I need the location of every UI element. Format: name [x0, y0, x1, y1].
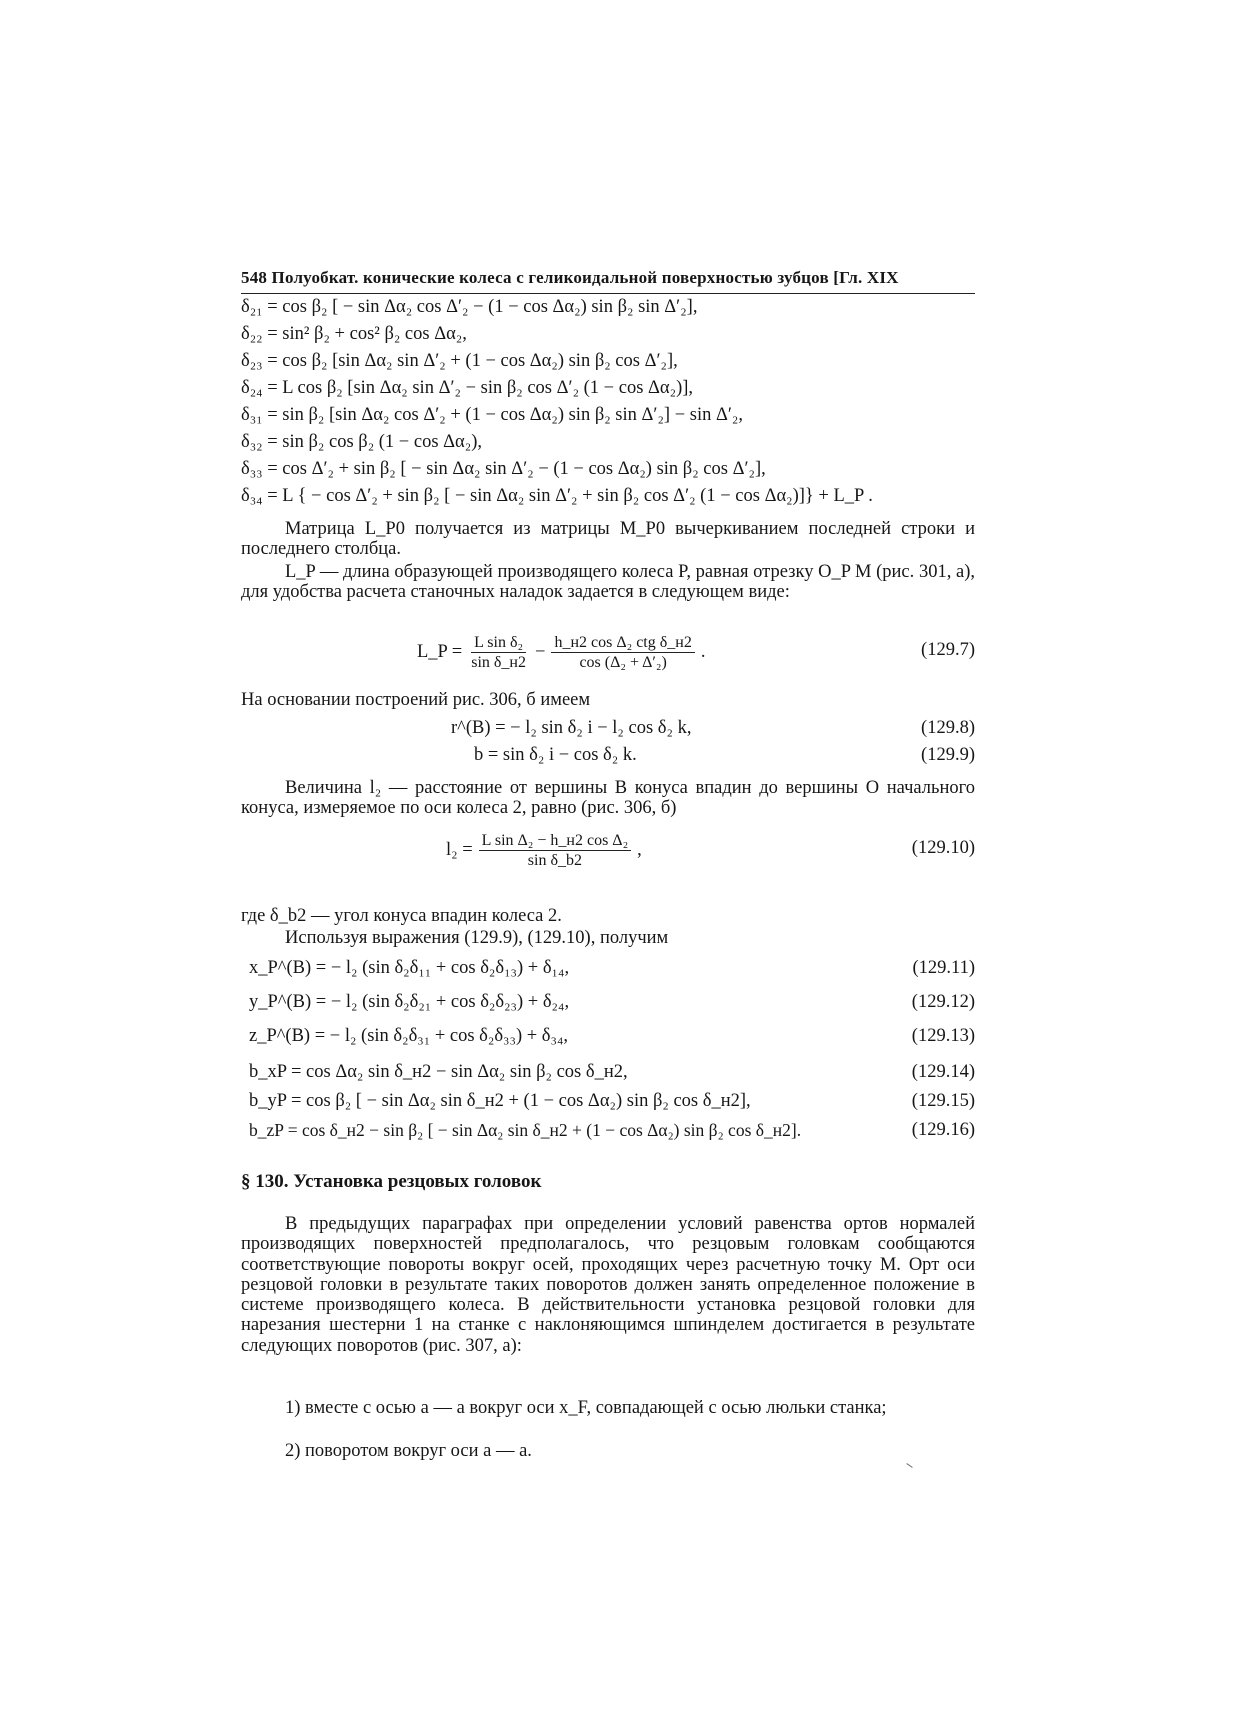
delta-34-equation: δ₃₄ = L { − cos Δ′₂ + sin β₂ [ − sin Δα₂ sin Δ′₂ + sin β₂ cos Δ′₂ (1 − cos Δα₂)]} + L_P . [241, 486, 873, 506]
equation-129-10-tail: , [637, 839, 642, 860]
equation-129-9-formula: b = sin δ₂ i − cos δ₂ k. [474, 745, 637, 765]
list-item-2: 2) поворотом вокруг оси а — а. [285, 1441, 532, 1461]
fraction-2 [551, 633, 694, 672]
fraction-2-denominator: cos (Δ₂ + Δ′₂) [579, 653, 667, 671]
equation-129-9-number: (129.9) [921, 745, 975, 765]
equation-129-13-number: (129.13) [911, 1026, 975, 1046]
fraction-1-denominator: sin δ_н2 [471, 653, 526, 671]
fraction-2-numerator: h_н2 cos Δ₂ ctg δ_н2 [551, 633, 694, 653]
delta-32-equation: δ₃₂ = sin β₂ cos β₂ (1 − cos Δα₂), [241, 432, 482, 452]
equation-129-10 [241, 828, 975, 872]
equation-129-8-formula: r^(B) = − l₂ sin δ₂ i − l₂ cos δ₂ k, [451, 718, 692, 738]
l2-fraction-denominator: sin δ_b2 [527, 851, 583, 869]
equation-129-16-number: (129.16) [911, 1120, 975, 1140]
section-title: § 130. Установка резцовых головок [241, 1171, 542, 1192]
l2-fraction-numerator: L sin Δ₂ − h_н2 cos Δ₂ [479, 831, 632, 851]
fraction-1 [468, 633, 529, 672]
delta-31-equation: δ₃₁ = sin β₂ [sin Δα₂ cos Δ′₂ + (1 − cos Δα₂) sin β₂ sin Δ′₂] − sin Δ′₂, [241, 405, 743, 425]
stray-ink-mark [906, 1463, 912, 1468]
fraction-1-numerator: L sin δ₂ [471, 633, 526, 653]
delta-22-equation: δ₂₂ = sin² β₂ + cos² β₂ cos Δα₂, [241, 324, 467, 344]
equation-129-14-number: (129.14) [911, 1062, 975, 1082]
list-item-1: 1) вместе с осью а — а вокруг оси x_F, совпадающей с осью люльки станка; [285, 1398, 887, 1418]
l2-paragraph: Величина l₂ — расстояние от вершины B конуса впадин до вершины O начального конуса, измеряемое по оси колеса 2, равно (рис. 306, б) [241, 778, 975, 819]
matrix-paragraph: Матрица L_P0 получается из матрицы M_P0 вычеркиванием последней строки и последнего столбца. [241, 519, 975, 560]
equation-129-12-formula: y_P^(B) = − l₂ (sin δ₂δ₂₁ + cos δ₂δ₂₃) + δ₂₄, [249, 992, 570, 1012]
equation-129-16-formula: b_zP = cos δ_н2 − sin β₂ [ − sin Δα₂ sin δ_н2 + (1 − cos Δα₂) sin β₂ cos δ_н2]. [249, 1120, 802, 1140]
equation-129-14-formula: b_xP = cos Δα₂ sin δ_н2 − sin Δα₂ sin β₂ cos δ_н2, [249, 1062, 628, 1082]
lp-paragraph: L_P — длина образующей производящего колеса P, равная отрезку O_P M (рис. 301, а), для удобства расчета станочных наладок задается в следующем виде: [241, 562, 975, 603]
equation-129-12-number: (129.12) [911, 992, 975, 1012]
delta-21-equation: δ₂₁ = cos β₂ [ − sin Δα₂ cos Δ′₂ − (1 − cos Δα₂) sin β₂ sin Δ′₂], [241, 297, 698, 317]
equation-129-15-number: (129.15) [911, 1091, 975, 1111]
using-text: Используя выражения (129.9), (129.10), получим [285, 928, 669, 948]
equation-129-10-number: (129.10) [911, 838, 975, 858]
basis-text: На основании построений рис. 306, б имеем [241, 690, 591, 710]
delta-23-equation: δ₂₃ = cos β₂ [sin Δα₂ sin Δ′₂ + (1 − cos Δα₂) sin β₂ cos Δ′₂], [241, 351, 678, 371]
equation-129-8-number: (129.8) [921, 718, 975, 738]
equation-129-7 [241, 630, 975, 674]
delta-33-equation: δ₃₃ = cos Δ′₂ + sin β₂ [ − sin Δα₂ sin Δ′₂ − (1 − cos Δα₂) sin β₂ cos Δ′₂], [241, 459, 766, 479]
where-text: где δ_b2 — угол конуса впадин колеса 2. [241, 906, 562, 926]
section-paragraph: В предыдущих параграфах при определении условий равенства ортов нормалей производящих поверхностей предполагалось, что резцовым головкам сообщаются соответствующие повороты вокруг осей, проходящих через расчетную точку M. Орт оси резцовой головки в результате таких поворотов должен занять определенное положение в системе производящего колеса. В действительности установка резцовой головки для нарезания шестерни 1 на станке с наклоняющимся шпинделем достигается в результате следующих поворотов (рис. 307, а): [241, 1214, 975, 1356]
l2-fraction [479, 831, 632, 870]
equation-129-7-tail: . [700, 641, 706, 662]
minus-sign: − [535, 641, 546, 662]
delta-24-equation: δ₂₄ = L cos β₂ [sin Δα₂ sin Δ′₂ − sin β₂ cos Δ′₂ (1 − cos Δα₂)], [241, 378, 694, 398]
equation-129-13-formula: z_P^(B) = − l₂ (sin δ₂δ₃₁ + cos δ₂δ₃₃) + δ₃₄, [249, 1026, 569, 1046]
equation-129-7-formula [417, 630, 705, 674]
lp-lhs: L_P = [417, 641, 463, 662]
running-head: 548 Полуобкат. конические колеса с геликоидальной поверхностью зубцов [Гл. XIX [241, 268, 975, 294]
equation-129-7-number: (129.7) [921, 640, 975, 660]
equation-129-11-formula: x_P^(B) = − l₂ (sin δ₂δ₁₁ + cos δ₂δ₁₃) + δ₁₄, [249, 958, 570, 978]
equation-129-11-number: (129.11) [912, 958, 975, 978]
equation-129-10-formula [446, 828, 642, 872]
l2-lhs: l₂ = [446, 839, 473, 860]
equation-129-15-formula: b_yP = cos β₂ [ − sin Δα₂ sin δ_н2 + (1 − cos Δα₂) sin β₂ cos δ_н2], [249, 1091, 751, 1111]
